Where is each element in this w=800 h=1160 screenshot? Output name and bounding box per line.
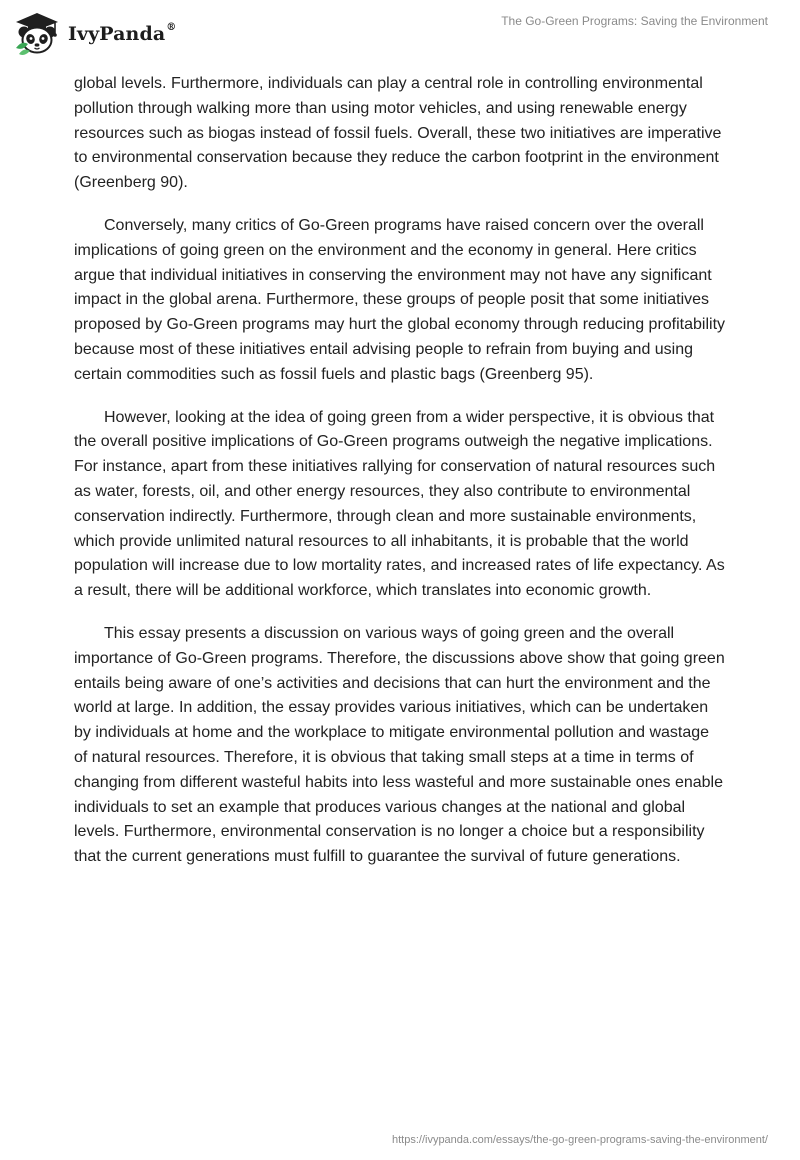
registered-mark: ® <box>166 21 177 33</box>
essay-body <box>74 72 726 888</box>
paragraph: However, looking at the idea of going green from a wider perspective, it is obvious that the overall positive implications of Go-Green programs outweigh the negative implications. For instance, apart from these initiatives rallying for conservation of natural resources such as water, forests, oil, and other energy resources, they also contribute to environmental conservation indirectly. Furthermore, through clean and more sustainable environments, which provide unlimited natural resources to all inhabitants, it is probable that the world population will increase due to low mortality rates, and increased rates of life expectancy. As a result, there will be additional workforce, which translates into economic growth. <box>74 408 725 600</box>
source-url[interactable]: https://ivypanda.com/essays/the-go-green-programs-saving-the-environment/ <box>391 1134 768 1146</box>
paragraph: Conversely, many critics of Go-Green programs have raised concern over the overall implications of going green on the environment and the economy in general. Here critics argue that individual initiatives in conserving the environment may not have any significant impact in the global arena. Furthermore, these groups of people posit that some initiatives proposed by Go-Green programs may hurt the global economy through reducing profitability because most of these initiatives entail advising people to refrain from buying and using certain commodities such as fossil fuels and plastic bags (Greenberg 95). <box>74 216 726 383</box>
paragraph-continued: global levels. Furthermore, individuals can play a central role in controlling environmental pollution through walking more than using motor vehicles, and using renewable energy resources such as biogas instead of fossil fuels. Overall, these two initiatives are imperative to environmental conservation because they reduce the carbon footprint in the environment (Greenberg 90). <box>74 75 722 192</box>
panda-graduate-icon <box>14 10 60 56</box>
brand-name <box>68 23 176 45</box>
document-title: The Go-Green Programs: Saving the Environment <box>501 14 768 28</box>
page-header <box>0 0 800 68</box>
brand-text: IvyPanda <box>68 23 166 45</box>
paragraph: This essay presents a discussion on various ways of going green and the overall importance of Go-Green programs. Therefore, the discussions above show that going green entails being aware of one’s activities and decisions that can hurt the environment and the world at large. In addition, the essay provides various initiatives, which can be undertaken by individuals at home and the workplace to mitigate environmental pollution and wastage of natural resources. Therefore, it is obvious that taking small steps at a time in terms of changing from different wasteful habits into less wasteful and more sustainable ones enable individuals to set an example that produces various changes at the national and global levels. Furthermore, environmental conservation is no longer a choice but a responsibility that the current generations must fulfill to guarantee the survival of future generations. <box>74 624 725 866</box>
ivypanda-logo[interactable] <box>14 8 176 58</box>
